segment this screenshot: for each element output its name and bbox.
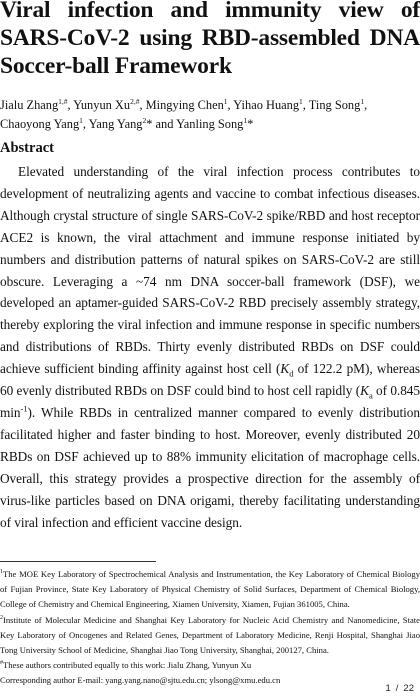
author: Yang Yang$^2$* and — [88, 115, 177, 131]
footnote-affiliation-2: $^2$Institute of Molecular Medicine and Shanghai Key Laboratory for Nucleic Acid Chemistry and Nanomedicine, State Key Laboratory of Oncogenes and Related Genes, Department of Laboratory Medicine, Renji Hospital, Shanghai Jiao Tong University School of Medicine, Shanghai Jiao Tong University, Shanghai, 200127, China. — [0, 614, 420, 656]
author: Yanling Song$^1$* — [176, 115, 254, 131]
footnotes — [0, 567, 420, 689]
abstract-text: Elevated understanding of the viral infection process contributes to development of neutralizing agents and vaccine to combat infectious diseases. Although crystal structure of single SARS-CoV-2 spike/RBD and host receptor ACE2 is known, the viral attachment and immune response initiated by numbers and distribution patterns of natural spikes on SARS-CoV-2 are still obscure. Leveraging a ~74 nm DNA soccer-ball framework (DSF), we developed an aptamer-guided SARS-CoV-2 RBD precisely assembly strategy, thereby exploring the viral infection and immune response in specific numbers and distributions of RBDs. Thirty evenly distributed RBDs on DSF could achieve sufficient binding affinity against host cell ($K_d$ of 122.2 pM), whereas 60 evenly distributed RBDs on DSF could bind to host cell rapidly ($K_a$ of 0.845 $\min^{-1}$). While RBDs in centralized manner compared to evenly distribution facilitated higher and faster binding to host. Moreover, evenly distributed 20 RBDs on DSF achieved up to 88% immunity elicitation of macrophage cells. Overall, this strategy provides a prospective direction for the assembly of virus-like particles based on DNA origami, thereby facilitating understanding of viral infection and efficient vaccine design. — [0, 164, 420, 530]
footnote-affiliation-1: $^1$The MOE Key Laboratory of Spectrochemical Analysis and Instrumentation, the Key Laboratory of Chemical Biology of Fujian Province, State Key Laboratory of Physical Chemistry of Solid Surfaces, Department of Chemical Biology, College of Chemistry and Chemical Engineering, Xiamen University, Xiamen, Fujian 361005, China. — [0, 569, 420, 610]
page-number: 1 / 22 — [385, 683, 414, 694]
footnote-corresponding-author: Corresponding author E-mail: yang.yang.nano@sjtu.edu.cn; ylsong@xmu.edu.cn — [0, 675, 281, 686]
paper-title: Viral infection and immunity view of SARS-CoV-2 using RBD-assembled DNA Soccer-ball Framework — [0, 0, 420, 79]
author: Yihao Huang$^1$, — [233, 96, 309, 112]
footnote-equal-contribution: #These authors contributed equally to this work: Jialu Zhang, Yunyun Xu — [0, 660, 252, 671]
author: Ting Song$^1$, — [308, 96, 368, 112]
author: Jialu Zhang$^{1,\#}$, — [0, 96, 74, 112]
author: Chaoyong Yang$^1$, — [0, 115, 89, 131]
footnote-separator — [0, 561, 156, 562]
author: Mingying Chen$^1$, — [145, 96, 234, 112]
author: Yunyun $Xu^{2,\#}$, — [73, 96, 146, 112]
author-list — [0, 96, 412, 134]
abstract-heading: Abstract — [0, 140, 54, 156]
